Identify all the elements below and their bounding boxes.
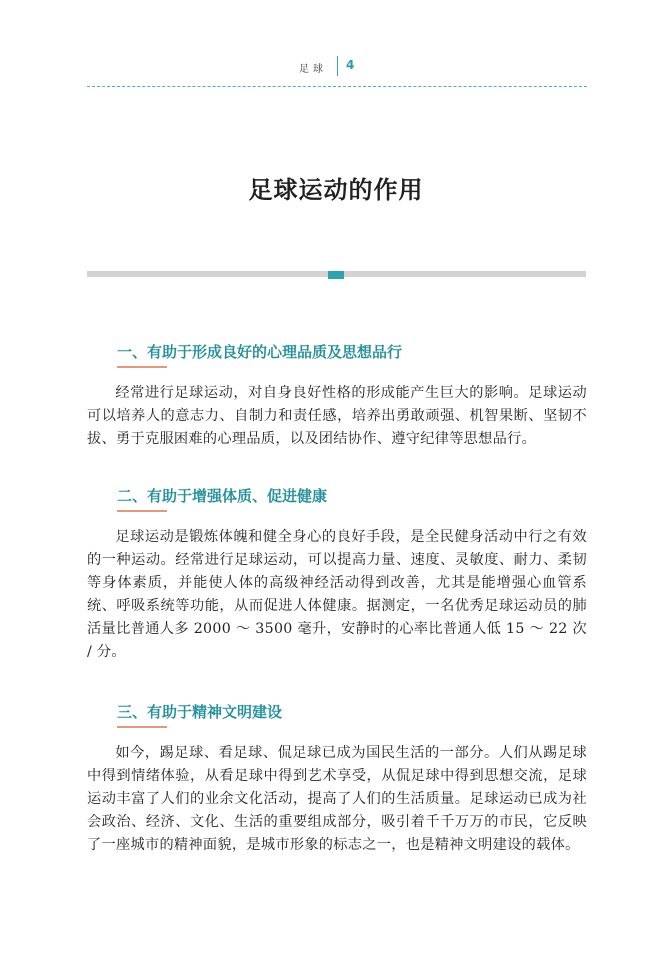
section-heading-underline xyxy=(117,726,167,728)
section-paragraph: 足球运动是锻炼体魄和健全身心的良好手段，是全民健身活动中行之有效的一种运动。经常进行足球运动，可以提高力量、速度、灵敏度、耐力、柔韧等身体素质，并能使人体的高级神经活动得到改善，尤其是能增强心血管系统、呼吸系统等功能，从而促进人体健康。据测定，一名优秀足球运动员的肺活量比普通人多 2000 ～ 3500 毫升，安静时的心率比普通人低 15 ～ 22 次 / 分。 xyxy=(87,529,587,660)
page-number: 4 xyxy=(346,58,355,72)
section-heading: 一、有助于形成良好的心理品质及思想品行 xyxy=(117,343,403,361)
section-paragraph: 如今，踢足球、看足球、侃足球已成为国民生活的一部分。人们从踢足球中得到情绪体验，从看足球中得到艺术享受，从侃足球中得到思想交流，足球运动丰富了人们的业余文化活动，提高了人们的生活质量。足球运动已成为社会政治、经济、文化、生活的重要组成部分，吸引着千千万万的市民，它反映了一座城市的精神面貌，是城市形象的标志之一，也是精神文明建设的载体。 xyxy=(87,745,587,853)
header-divider xyxy=(337,56,338,76)
running-header-chapter: 足球 xyxy=(299,64,327,75)
section-heading-underline xyxy=(117,366,167,368)
section-paragraph: 经常进行足球运动，对自身良好性格的形成能产生巨大的影响。足球运动可以培养人的意志力、自制力和责任感，培养出勇敢顽强、机智果断、坚韧不拔、勇于克服困难的心理品质，以及团结协作、遵守纪律等思想品行。 xyxy=(87,385,587,447)
page-title: 足球运动的作用 xyxy=(248,176,424,204)
section-3 xyxy=(87,702,587,857)
section-2 xyxy=(87,486,587,664)
section-heading: 三、有助于精神文明建设 xyxy=(117,703,283,721)
title-underline-accent xyxy=(328,271,344,279)
page-header xyxy=(0,56,672,78)
section-heading-underline xyxy=(117,510,167,512)
section-heading: 二、有助于增强体质、促进健康 xyxy=(117,487,328,505)
section-1 xyxy=(87,342,587,451)
header-dashed-rule xyxy=(87,86,587,87)
